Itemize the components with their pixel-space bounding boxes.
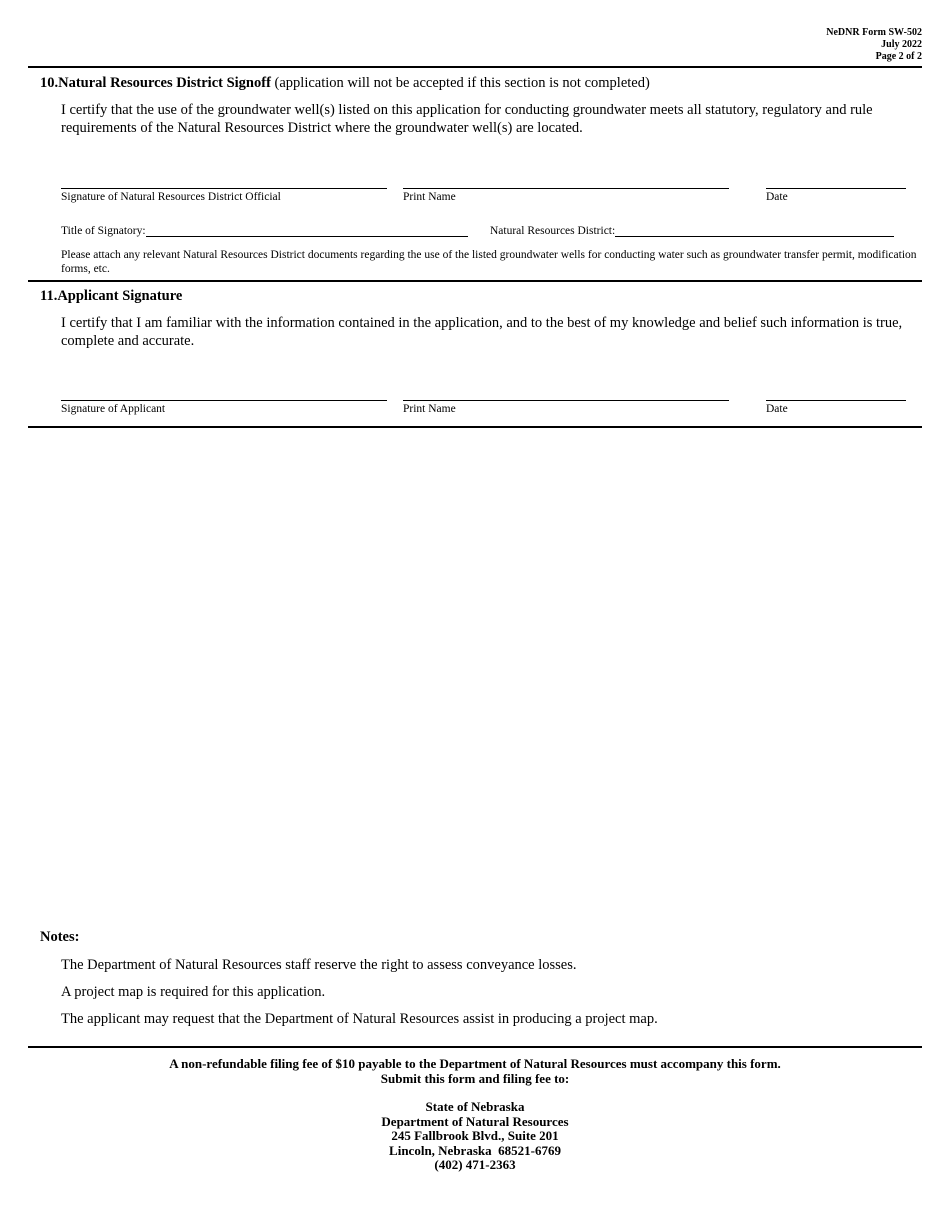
top-rule [28, 66, 922, 68]
nrd-name-row [490, 224, 894, 237]
form-header [826, 27, 922, 63]
filing-fee-text: A non-refundable filing fee of $10 payable to the Department of Natural Resources must accompany this form. [169, 1056, 781, 1071]
form-id: NeDNR Form SW-502 [826, 27, 922, 38]
note-item: The applicant may request that the Department of Natural Resources assist in producing a project map. [61, 1011, 658, 1027]
section10-title [40, 75, 650, 92]
section10-certify: I certify that the use of the groundwater well(s) listed on this application for conducting groundwater meets all statutory, regulatory and rule requirements of the Natural Resources District where the groundwater well(s) are located. [61, 102, 873, 136]
section10-number: 10. [40, 75, 59, 91]
phone-number: (402) 471-2363 [434, 1157, 516, 1172]
submit-text: Submit this form and filing fee to: [380, 1070, 570, 1086]
section10-attach-note: Please attach any relevant Natural Resources District documents regarding the use of the listed groundwater wells for conducting water such as groundwater transfer permit, modification forms, etc. [61, 249, 917, 275]
form-date: July 2022 [881, 39, 922, 50]
nrd-print-name-line[interactable] [403, 188, 729, 189]
footer-rule [28, 1046, 922, 1048]
nrd-signature-label: Signature of Natural Resources District Official [61, 191, 281, 203]
section10-rule [28, 280, 922, 282]
nrd-date-label: Date [766, 191, 788, 203]
nrd-date-line[interactable] [766, 188, 906, 189]
address-line: Department of Natural Resources [381, 1113, 569, 1129]
section11-title [40, 288, 182, 305]
note-item: A project map is required for this application. [61, 984, 326, 1000]
title-of-signatory-row [61, 224, 468, 237]
section10-heading: Natural Resources District Signoff [58, 75, 271, 91]
applicant-print-name-label: Print Name [403, 403, 456, 415]
nrd-name-field[interactable] [615, 224, 894, 237]
page-number: Page 2 of 2 [875, 51, 922, 62]
nrd-print-name-label: Print Name [403, 191, 456, 203]
section11-number: 11. [40, 288, 58, 304]
address-line: Lincoln, Nebraska 68521-6769 [389, 1142, 561, 1158]
address-line: 245 Fallbrook Blvd., Suite 201 [391, 1128, 559, 1143]
applicant-date-line[interactable] [766, 400, 906, 401]
nrd-name-label: Natural Resources District: [490, 225, 616, 237]
note-item: The Department of Natural Resources staff reserve the right to assess conveyance losses. [61, 957, 577, 973]
nrd-signature-line[interactable] [61, 188, 387, 189]
footer [0, 1057, 950, 1173]
section11-certify: I certify that I am familiar with the information contained in the application, and to the best of my knowledge and belief such information is true, complete and accurate. [61, 315, 903, 349]
applicant-signature-label: Signature of Applicant [61, 403, 166, 415]
title-of-signatory-label: Title of Signatory: [61, 225, 146, 237]
address-line: State of Nebraska [425, 1099, 525, 1114]
applicant-date-label: Date [766, 403, 788, 415]
notes-heading: Notes: [40, 929, 80, 945]
applicant-print-name-line[interactable] [403, 400, 729, 401]
section11-heading: Applicant Signature [57, 288, 183, 304]
section11-rule [28, 426, 922, 428]
applicant-signature-line[interactable] [61, 400, 387, 401]
title-of-signatory-field[interactable] [146, 224, 468, 237]
section10-note: (application will not be accepted if this section is not completed) [270, 75, 650, 91]
